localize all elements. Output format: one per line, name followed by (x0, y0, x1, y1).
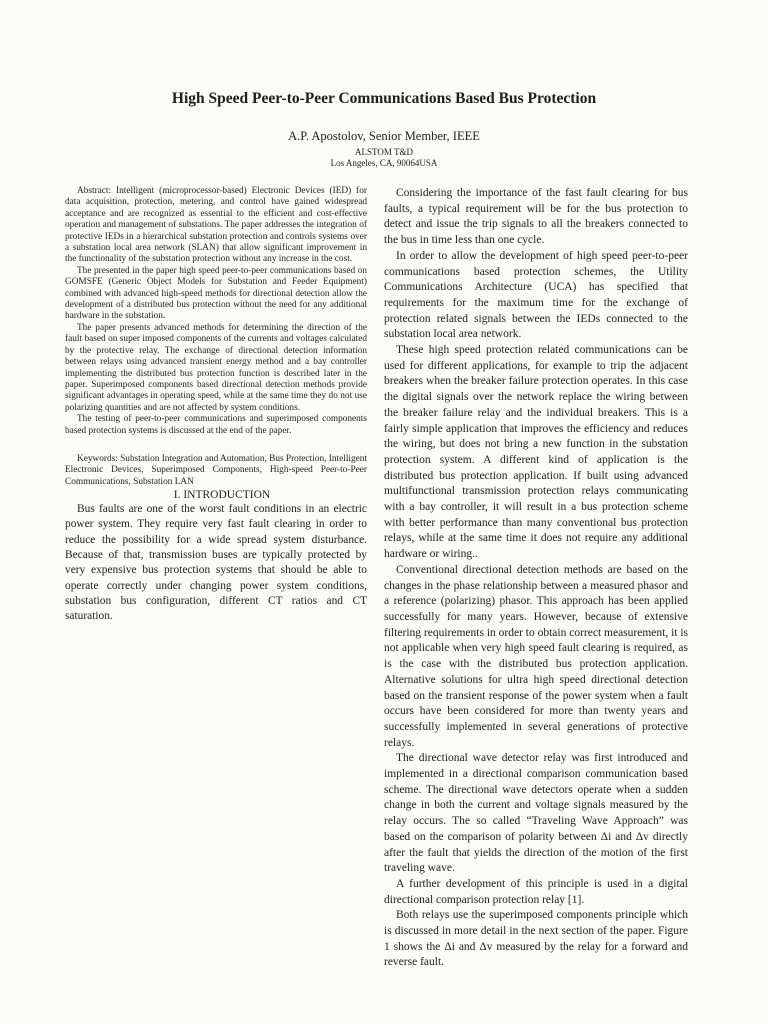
body-paragraph: These high speed protection related communications can be used for different applications, for example to trip the adjacent breakers when the breaker failure protection operates. In this case the digital signals over the network replace the wiring between the breaker failure relay and the individual breakers. This is a fairly simple application that improves the efficiency and reduces the wiring, but does not bring a new function in the substation protection system. A different kind of application is the distributed bus protection application. If built using advanced multifunctional transmission protection relays communicating with a bay controller, it will result in a bus protection scheme with better performance than many conventional bus protection relays, while at the same time it does not require any additional hardware or wiring.. (384, 344, 688, 561)
section-heading-introduction: I. INTRODUCTION (173, 489, 271, 502)
body-paragraph: The directional wave detector relay was first introduced and implemented in a directional comparison communication based scheme. The directional wave detectors operate when a sudden change in both the current and voltage signals measured by the relay occurs. The so called “Traveling Wave Approach” was based on the comparison of polarity between Δi and Δv directly after the fault that yields the direction of the motion of the first traveling wave. (384, 752, 688, 875)
body-paragraph: A further development of this principle is used in a digital directional comparison protection relay [1]. (384, 877, 688, 906)
abstract-paragraph: The paper presents advanced methods for determining the direction of the fault based on super imposed components of the currents and voltages calculated by the protective relay. The exchange of directional detection information between relays using advanced transient energy method and a bay controller implementing the distributed bus protection function is described later in the paper. Superimposed components based directional detection methods provide significant advantages in operating speed, while at the same time they do not use polarizing quantities and are not affected by system conditions. (65, 322, 367, 413)
right-column (384, 186, 688, 971)
affiliation: ALSTOM T&D (355, 147, 413, 157)
left-column (65, 186, 367, 625)
abstract-paragraph: Abstract: Intelligent (microprocessor-based) Electronic Devices (IED) for data acquisition, protection, metering, and control have gained widespread acceptance and are recognized as essential to the efficient and cost-effective operation and management of substations. The paper addresses the integration of protective IEDs in a hierarchical substation protection and controls systems over a substation local area network (SLAN) that allow significant improvement in the functionality of the substation protection without any increase in the cost. (65, 186, 367, 265)
keywords-paragraph: Keywords: Substation Integration and Automation, Bus Protection, Intelligent Electronic Devices, Superimposed Components, High-speed Peer-to-Peer Communications, Substation LAN (65, 453, 367, 487)
abstract-paragraph: The presented in the paper high speed peer-to-peer communications based on GOMSFE (Generic Object Models for Substation and Feeder Equipment) combined with advanced high-speed methods for directional detection allow the development of a distributed bus protection without the need for any additional hardware in the substation. (65, 265, 367, 322)
abstract-paragraph: The testing of peer-to-peer communications and superimposed components based protection systems is discussed at the end of the paper. (65, 414, 367, 436)
author-line: A.P. Apostolov, Senior Member, IEEE (288, 129, 480, 143)
body-paragraph: Considering the importance of the fast fault clearing for bus faults, a typical requirement will be for the bus protection to detect and issue the trip signals to all the breakers connected to the bus in time less than one cycle. (384, 187, 688, 247)
location: Los Angeles, CA, 90064USA (330, 158, 438, 168)
body-paragraph: Both relays use the superimposed components principle which is discussed in more detail in the next section of the paper. Figure 1 shows the Δi and Δv measured by the relay for a forward and reverse fault. (384, 909, 688, 969)
intro-paragraph: Bus faults are one of the worst fault conditions in an electric power system. They require very fast fault clearing in order to reduce the possibility for a wide spread system disturbance. Because of that, transmission buses are typically protected by very expensive bus protection systems that should be able to operate correctly under changing power system conditions, substation bus configuration, different CT ratios and CT saturation. (65, 503, 367, 623)
body-paragraph: Conventional directional detection methods are based on the changes in the phase relationship between a measured phasor and a reference (polarizing) phasor. This approach has been applied successfully for many years. However, because of extensive filtering requirements in order to obtain correct measurement, it is not applicable when very high speed fault clearing is required, as is the case with the distributed bus protection application. Alternative solutions for ultra high speed directional detection based on the transient response of the power system when a fault occurs have been considered for more than twenty years and successfully implemented in several generations of protective relays. (384, 563, 689, 749)
paper-title: High Speed Peer-to-Peer Communications Based Bus Protection (171, 90, 597, 107)
body-paragraph: In order to allow the development of high speed peer-to-peer communications based protection schemes, the Utility Communications Architecture (UCA) has specified that requirements for the maximum time for the exchange of protection related signals between the IEDs connected to the substation local area network. (384, 249, 688, 341)
